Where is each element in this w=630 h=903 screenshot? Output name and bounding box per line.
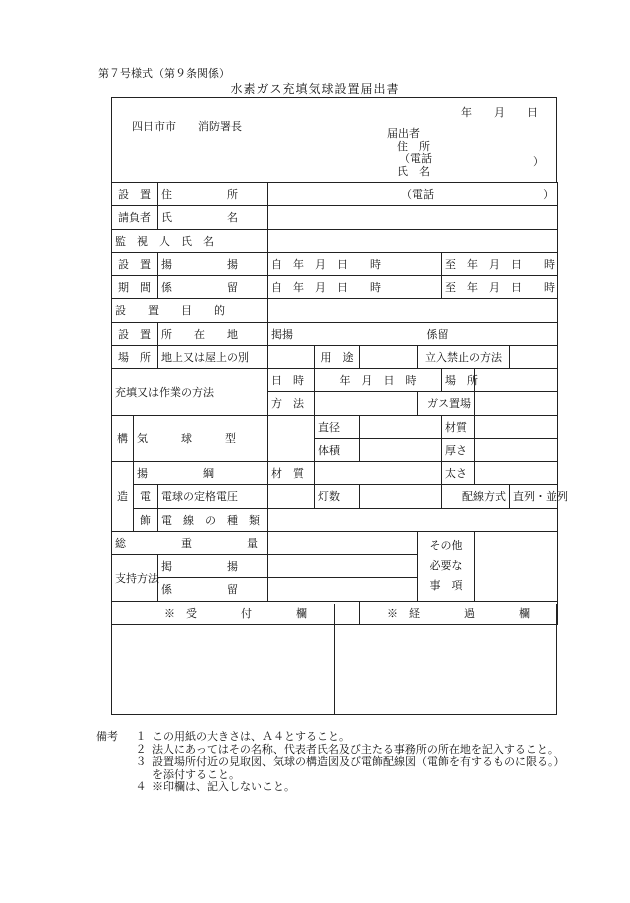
note-text: ※印欄は、記入しないこと。 [152, 780, 295, 793]
ground-roof-label: 地上又は屋上の別 [158, 345, 268, 368]
bulb-count-field[interactable] [360, 485, 442, 508]
datetime-label: 日 時 [268, 369, 315, 392]
support-moor-field[interactable] [268, 578, 418, 601]
applicant-name[interactable]: 氏 名 [397, 164, 430, 178]
location-label-b: 場 所 [112, 345, 158, 368]
moor-label: 係 留 [158, 276, 268, 299]
installer-label-b: 請負者 [112, 206, 158, 229]
installer-label-a: 設 置 [112, 183, 158, 206]
note-text: 設置場所付近の見取図、気球の構造図及び電飾配線図（電飾を有するものに限る。）を添付すること。 [152, 755, 565, 781]
raise-from-field[interactable]: 自 年 月 日 時 [268, 252, 442, 275]
total-weight-field[interactable] [268, 531, 418, 554]
other-label-a: その他 [429, 539, 463, 553]
applicant-address[interactable]: 住 所 [397, 139, 430, 153]
phone-label: （電話 [401, 188, 434, 202]
purpose-field[interactable] [268, 299, 558, 322]
raise-to-field[interactable]: 至 年 月 日 時 [442, 252, 558, 275]
notes-section [96, 731, 566, 794]
reception-header: ※ 受 付 欄 [112, 601, 360, 625]
rated-voltage-label: 電球の定格電圧 [158, 485, 268, 508]
datetime-field[interactable]: 年 月 日 時 [315, 369, 442, 392]
wiring-method-label: 配線方式 [442, 485, 510, 508]
place-field[interactable] [475, 369, 558, 392]
gas-storage-label: ガス置場 [418, 392, 475, 415]
raise-label: 揚 揚 [158, 252, 268, 275]
note-text: 法人にあってはその名称、代表者氏名及び主たる事務所の所在地を記入すること。 [152, 742, 559, 756]
phone-close: ） [543, 188, 555, 202]
deco-label-b: 飾 [134, 508, 158, 531]
use-label: 用 途 [315, 345, 360, 368]
gas-storage-field[interactable] [475, 392, 558, 415]
office-use-area [111, 604, 557, 715]
moor-to-field[interactable]: 至 年 月 日 時 [442, 276, 558, 299]
period-label-a: 設 置 [112, 252, 158, 275]
moor-from-field[interactable]: 自 年 月 日 時 [268, 276, 442, 299]
supervisor-field[interactable] [268, 229, 558, 252]
form-title: 水素ガス充填気球設置届出書 [230, 82, 400, 96]
diameter-label: 直径 [315, 415, 360, 438]
note-item [96, 781, 566, 794]
deco-label-a: 電 [134, 485, 158, 508]
support-moor-label: 係 留 [158, 578, 268, 601]
installer-name-field[interactable] [268, 206, 558, 229]
date-field[interactable]: 年 月 日 [461, 106, 538, 119]
fill-method-label: 充填又は作業の方法 [112, 369, 268, 416]
phone-close-paren: ） [533, 155, 544, 168]
ground-roof-field[interactable] [268, 345, 315, 368]
diameter-field[interactable] [360, 415, 442, 438]
address-label: 住 所 [158, 183, 268, 206]
wiring-method-field[interactable]: 直列・並列 [510, 485, 558, 508]
rope-thickness-label: 太さ [442, 462, 475, 485]
location-field[interactable] [268, 322, 558, 345]
other-label-c: 事 項 [429, 579, 463, 593]
rated-voltage-field[interactable] [268, 485, 315, 508]
location-label-a: 設 置 [112, 322, 158, 345]
progress-header: ※ 経 過 欄 [360, 601, 558, 625]
support-raise-field[interactable] [268, 555, 418, 578]
other-field[interactable] [475, 531, 558, 601]
applicant-block [387, 128, 432, 178]
loc-raise-label: 掲揚 [271, 327, 293, 341]
installer-address-field[interactable] [268, 183, 558, 206]
rope-thickness-field[interactable] [475, 462, 558, 485]
purpose-label: 設 置 目 的 [112, 299, 268, 322]
total-weight-label: 総 重 量 [112, 531, 268, 554]
name-label: 氏 名 [158, 206, 268, 229]
support-raise-label: 掲 揚 [158, 555, 268, 578]
form-number: 第７号様式（第９条関係） [98, 67, 230, 80]
balloon-type-field[interactable] [268, 415, 315, 462]
bulb-count-label: 灯数 [315, 485, 360, 508]
material-label: 材質 [442, 415, 475, 438]
volume-field[interactable] [360, 438, 442, 461]
note-item [96, 731, 566, 744]
note-item [96, 756, 566, 781]
other-label-b: 必要な [429, 559, 463, 573]
balloon-type-label: 気 球 型 [134, 415, 268, 462]
support-label: 支持方法 [112, 555, 158, 602]
wire-type-field[interactable] [268, 508, 558, 531]
loc-moor-label: 係留 [426, 327, 449, 341]
wire-type-label: 電 線 の 種 類 [158, 508, 268, 531]
method-label: 方 法 [268, 392, 315, 415]
supervisor-label: 監 視 人 氏 名 [112, 229, 268, 252]
rope-material-label: 材 質 [268, 462, 315, 485]
applicant-phone[interactable]: （電話 [399, 152, 432, 165]
application-table [111, 182, 568, 625]
no-entry-field[interactable] [510, 345, 558, 368]
rope-label: 揚 綱 [134, 462, 268, 485]
structure-label-a: 構 [112, 415, 134, 462]
material-field[interactable] [475, 415, 558, 438]
thickness-field[interactable] [475, 438, 558, 461]
notes-label: 備考 [96, 730, 118, 743]
note-number: ４ [135, 780, 147, 793]
form-header [111, 97, 557, 183]
no-entry-label: 立入禁止の方法 [418, 345, 510, 368]
note-number: ３ [135, 755, 147, 768]
note-number: ２ [135, 742, 147, 756]
thickness-label: 厚さ [442, 438, 475, 461]
note-text: この用紙の大きさは、Ａ４とすること。 [152, 730, 350, 743]
note-number: １ [135, 730, 147, 743]
rope-material-field[interactable] [315, 462, 442, 485]
volume-label: 体積 [315, 438, 360, 461]
addressee: 四日市市 消防署長 [132, 120, 242, 133]
applicant-label: 届出者 [387, 127, 420, 140]
office-use-divider [334, 604, 335, 714]
other-label [418, 531, 475, 601]
method-field[interactable] [315, 392, 418, 415]
place-label: 場 所 [442, 369, 475, 392]
structure-label-b: 造 [112, 462, 134, 532]
period-label-b: 期 間 [112, 276, 158, 299]
location-address-label: 所 在 地 [158, 322, 268, 345]
use-field[interactable] [360, 345, 418, 368]
